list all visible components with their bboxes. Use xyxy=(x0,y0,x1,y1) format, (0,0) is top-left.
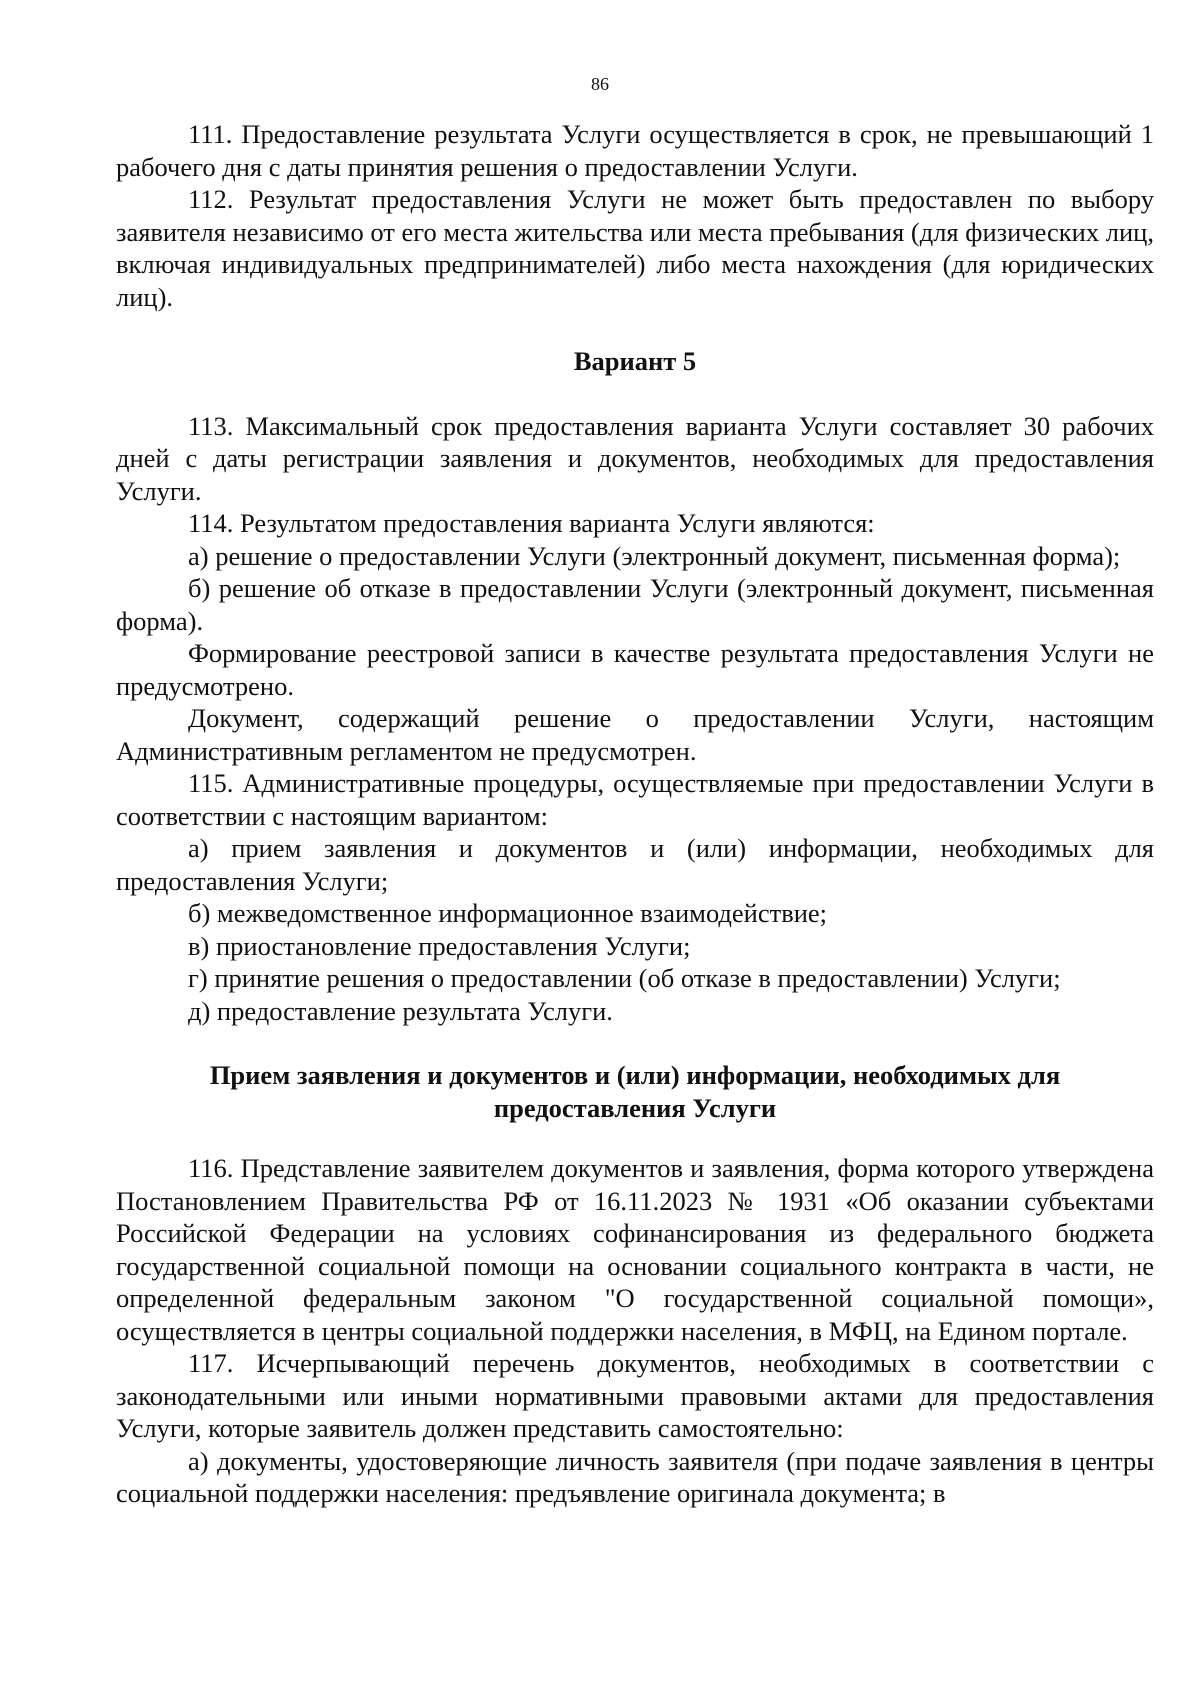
document-body xyxy=(116,118,1154,1510)
list-item-115-g: г) принятие решения о предоставлении (об отказе в предоставлении) Услуги; xyxy=(188,963,1061,993)
paragraph-117: 117. Исчерпывающий перечень документов, необходимых в соответствии с законодательными или иными нормативными правовыми актами для предоставления Услуги, которые заявитель должен представить самостоятельно: xyxy=(116,1348,1154,1443)
list-item-114-a: а) решение о предоставлении Услуги (электронный документ, письменная форма); xyxy=(188,540,1121,571)
paragraph-registry-record: Формирование реестровой записи в качестве результата предоставления Услуги не предусмотрено. xyxy=(116,638,1154,701)
list-item-114-b: б) решение об отказе в предоставлении Услуги (электронный документ, письменная форма). xyxy=(116,573,1154,636)
paragraph-decision-document: Документ, содержащий решение о предоставлении Услуги, настоящим Административным регламентом не предусмотрен. xyxy=(116,703,1154,766)
paragraph-114: 114. Результатом предоставления варианта Услуги являются: xyxy=(188,508,875,538)
paragraph-113: 113. Максимальный срок предоставления варианта Услуги составляет 30 рабочих дней с даты регистрации заявления и документов, необходимых для предоставления Услуги. xyxy=(116,410,1154,506)
paragraph-111: 111. Предоставление результата Услуги осуществляется в срок, не превышающий 1 рабочего дня с даты принятия решения о предоставлении Услуги. xyxy=(116,119,1154,182)
paragraph-116: 116. Представление заявителем документов и заявления, форма которого утверждена Постановлением Правительства РФ от 16.11.2023 № 1931 «Об оказании субъектами Российской Федерации на условиях софинансирования из федерального бюджета государственной социальной помощи на основании социального контракта в части, не определенной федеральным законом "О государственной социальной помощи», осуществляется в центры социальной поддержки населения, в МФЦ, на Едином портале. xyxy=(116,1153,1154,1346)
list-item-115-v: в) приостановление предоставления Услуги; xyxy=(188,930,691,961)
list-item-115-b: б) межведомственное информационное взаимодействие; xyxy=(188,898,828,928)
paragraph-112: 112. Результат предоставления Услуги не может быть предоставлен по выбору заявителя независимо от его места жительства или места пребывания (для физических лиц, включая индивидуальных предпринимателей) либо места нахождения (для юридических лиц). xyxy=(116,184,1154,312)
section-heading-application-intake: Прием заявления и документов и (или) информации, необходимых для предоставления Услуги xyxy=(209,1060,1061,1123)
list-item-115-a: а) прием заявления и документов и (или) информации, необходимых для предоставления Услуги; xyxy=(116,833,1154,896)
page-number: 86 xyxy=(591,74,609,94)
section-heading-variant-5: Вариант 5 xyxy=(573,346,697,376)
list-item-115-d: д) предоставление результата Услуги. xyxy=(188,995,613,1026)
paragraph-115: 115. Административные процедуры, осуществляемые при предоставлении Услуги в соответствии с настоящим вариантом: xyxy=(116,768,1154,831)
list-item-117-a: а) документы, удостоверяющие личность заявителя (при подаче заявления в центры социальной поддержки населения: предъявление оригинала документа; в xyxy=(116,1445,1154,1508)
